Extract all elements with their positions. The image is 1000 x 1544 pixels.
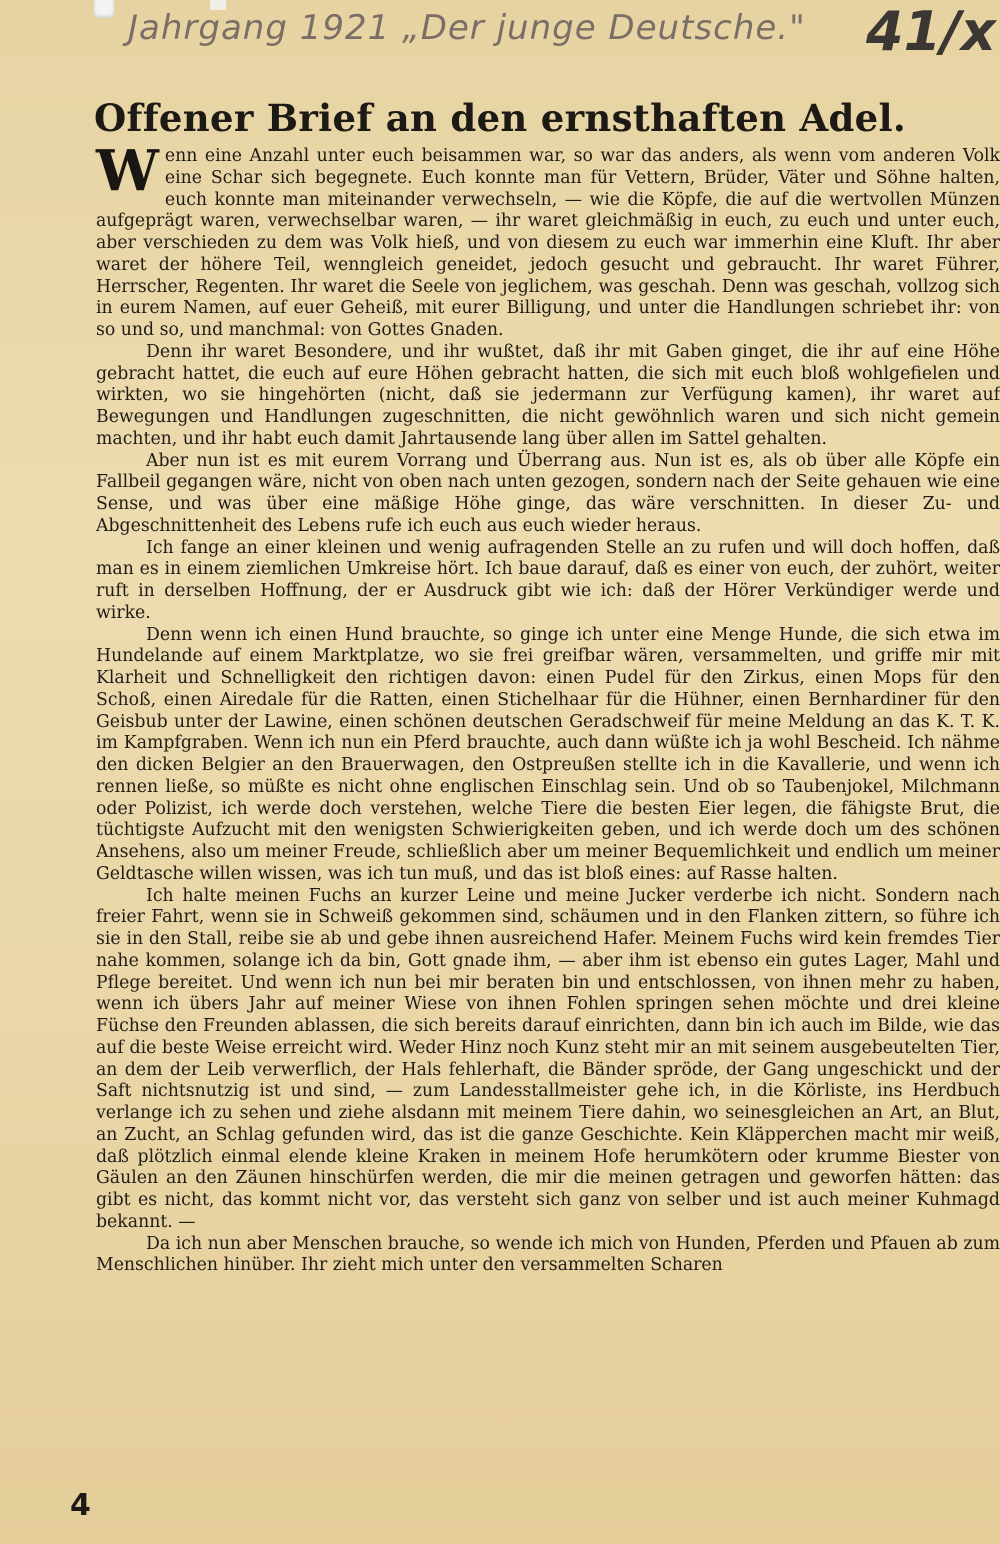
paragraph-4: Ich fange an einer kleinen und wenig aufragenden Stelle an zu rufen und will doch hoffen, daß man es in einem ziemlichen Umkreise hört. Ich baue darauf, daß es einer von euch, der zuhört, weiter ruft in derselben Hoffnung, der er Ausdruck gibt wie ich: daß der Hörer Verkündiger werde und wirke.	[96, 537, 1000, 623]
paragraph-5: Denn wenn ich einen Hund brauchte, so ginge ich unter eine Menge Hunde, die sich etwa im Hundelande auf einem Marktplatze, wo sie frei greifbar wären, versammelten, und griffe mir mit Klarheit und Schnelligkeit den richtigen davon: einen Pudel für den Zirkus, einen Mops für den Schoß, einen Airedale für die Ratten, einen Stichelhaar für die Hühner, einen Bernhardiner für den Geisbub unter der Lawine, einen schönen deutschen Geradschweif für meine Meldung an das K. T. K. im Kampfgraben. Wenn ich nun ein Pferd brauchte, auch dann wüßte ich ja wohl Bescheid. Ich nähme den dicken Belgier an den Brauerwagen, den Ostpreußen stellte ich in die Kavallerie, und wenn ich rennen ließe, so müßte es nicht ohne englischen Einschlag sein. Und ob so Taubenjokel, Milchmann oder Polizist, ich werde doch verstehen, welche Tiere die besten Eier legen, die fähigste Brut, die tüchtigste Aufzucht mit den wenigsten Schwierigkeiten geben, und ich werde doch um des schönen Ansehens, also um meiner Freude, schließlich aber um meiner Bequemlichkeit und endlich um meiner Geldtasche willen wissen, was ich tun muß, und das ist bloß eines: auf Rasse halten.	[96, 624, 1000, 884]
paragraph-2: Denn ihr waret Besondere, und ihr wußtet, daß ihr mit Gaben ginget, die ihr auf eine Höhe gebracht hattet, die euch auf eure Höhen gebracht hatten, die sich mit euch bloß wohlgefielen und wirkten, wo sie hingehörten (nicht, daß sie jedermann zur Verfügung kamen), ihr waret auf Bewegungen und Handlungen zugeschnitten, die nicht gewöhnlich waren und sich nicht gemein machten, und ihr habt euch damit Jahrtausende lang über allen im Sattel gehalten.	[96, 341, 1000, 449]
paragraph-1-text: enn eine Anzahl unter euch beisammen war, so war das anders, als wenn vom anderen Volk eine Schar sich begegnete. Euch konnte man für Vettern, Brüder, Väter und Söhne halten, euch konnte man miteinander verwechseln, — wie die Köpfe, die auf die wertvollen Münzen aufgeprägt waren, verwechselbar waren, — ihr waret gleichmäßig in euch, zu euch und unter euch, aber verschieden zu dem was Volk hieß, und von diesem zu euch war immerhin eine Kluft. Ihr aber waret der höhere Teil, wenngleich geneidet, jedoch gesucht und gebraucht. Ihr waret Führer, Herrscher, Regenten. Ihr waret die Seele von jeglichem, was geschah. Denn was geschah, vollzog sich in eurem Namen, auf euer Geheiß, mit eurer Billigung, und unter die Handlungen schriebet ihr: von so und so, und manchmal: von Gottes Gnaden.	[96, 146, 1000, 340]
archive-number: 41/x	[866, 0, 996, 63]
handwritten-note: Jahrgang 1921 „Der junge Deutsche."	[128, 8, 806, 48]
page-number: 4	[70, 1488, 91, 1523]
title-rule	[180, 142, 940, 144]
paragraph-7: Da ich nun aber Menschen brauche, so wende ich mich von Hunden, Pferden und Pfauen ab zum Menschlichen hinüber. Ihr zieht mich unter den versammelten Scharen	[96, 1233, 1000, 1276]
paragraph-1	[96, 138, 1000, 342]
paragraph-6: Ich halte meinen Fuchs an kurzer Leine und meine Jucker verderbe ich nicht. Sondern nach freier Fahrt, wenn sie in Schweiß gekommen sind, schäumen und in den Flanken zittern, so führe ich sie in den Stall, reibe sie ab und gebe ihnen ausreichend Hafer. Meinem Fuchs wird kein fremdes Tier nahe kommen, solange ich da bin, Gott gnade ihm, — aber ihm ist ebenso ein gutes Lager, Mahl und Pflege bereitet. Und wenn ich nun bei mir beraten bin und entschlossen, von ihnen mehr zu haben, wenn ich übers Jahr auf meiner Wiese von ihnen Fohlen springen sehen möchte und drei kleine Füchse den Freunden ablassen, die sich bereits darauf einrichten, dann bin ich auch im Bilde, wie das auf die beste Weise erreicht wird. Weder Hinz noch Kunz steht mir an mit seinem ausgebeutelten Tier, an dem der Leib verwerflich, der Hals fehlerhaft, die Bänder spröde, der Gang ungeschickt und der Saft nichtsnutzig ist und sind, — zum Landesstallmeister gehe ich, in die Körliste, ins Herdbuch verlange ich zu sehen und ziehe alsdann mit meinem Tiere dahin, wo seinesgleichen an Art, an Blut, an Zucht, an Schlag gefunden wird, das ist die ganze Geschichte. Kein Kläpperchen macht mir weiß, daß plötzlich einmal elende kleine Kraken in meinem Hofe herumkötern oder krumme Biester von Gäulen an den Zäunen hinschürfen werden, die mir die meinen getragen und geworfen hätten: das gibt es nicht, das kommt nicht vor, das versteht sich ganz von selber und ist auch meiner Kuhmagd bekannt. —	[96, 885, 1000, 1232]
article-body	[96, 138, 1000, 1277]
drop-cap: W	[96, 138, 159, 204]
paragraph-3: Aber nun ist es mit eurem Vorrang und Überrang aus. Nun ist es, als ob über alle Köpfe ein Fallbeil gegangen wäre, nicht von oben nach unten gezogen, sondern nach der Seite gehauen wie eine Sense, und was über eine mäßige Höhe ginge, das wäre verschnitten. In dieser Zu- und Abgeschnittenheit des Lebens rufe ich euch aus euch wieder heraus.	[96, 450, 1000, 536]
article-title: Offener Brief an den ernsthaften Adel.	[93, 96, 907, 140]
paper-clip-mark	[94, 0, 114, 18]
